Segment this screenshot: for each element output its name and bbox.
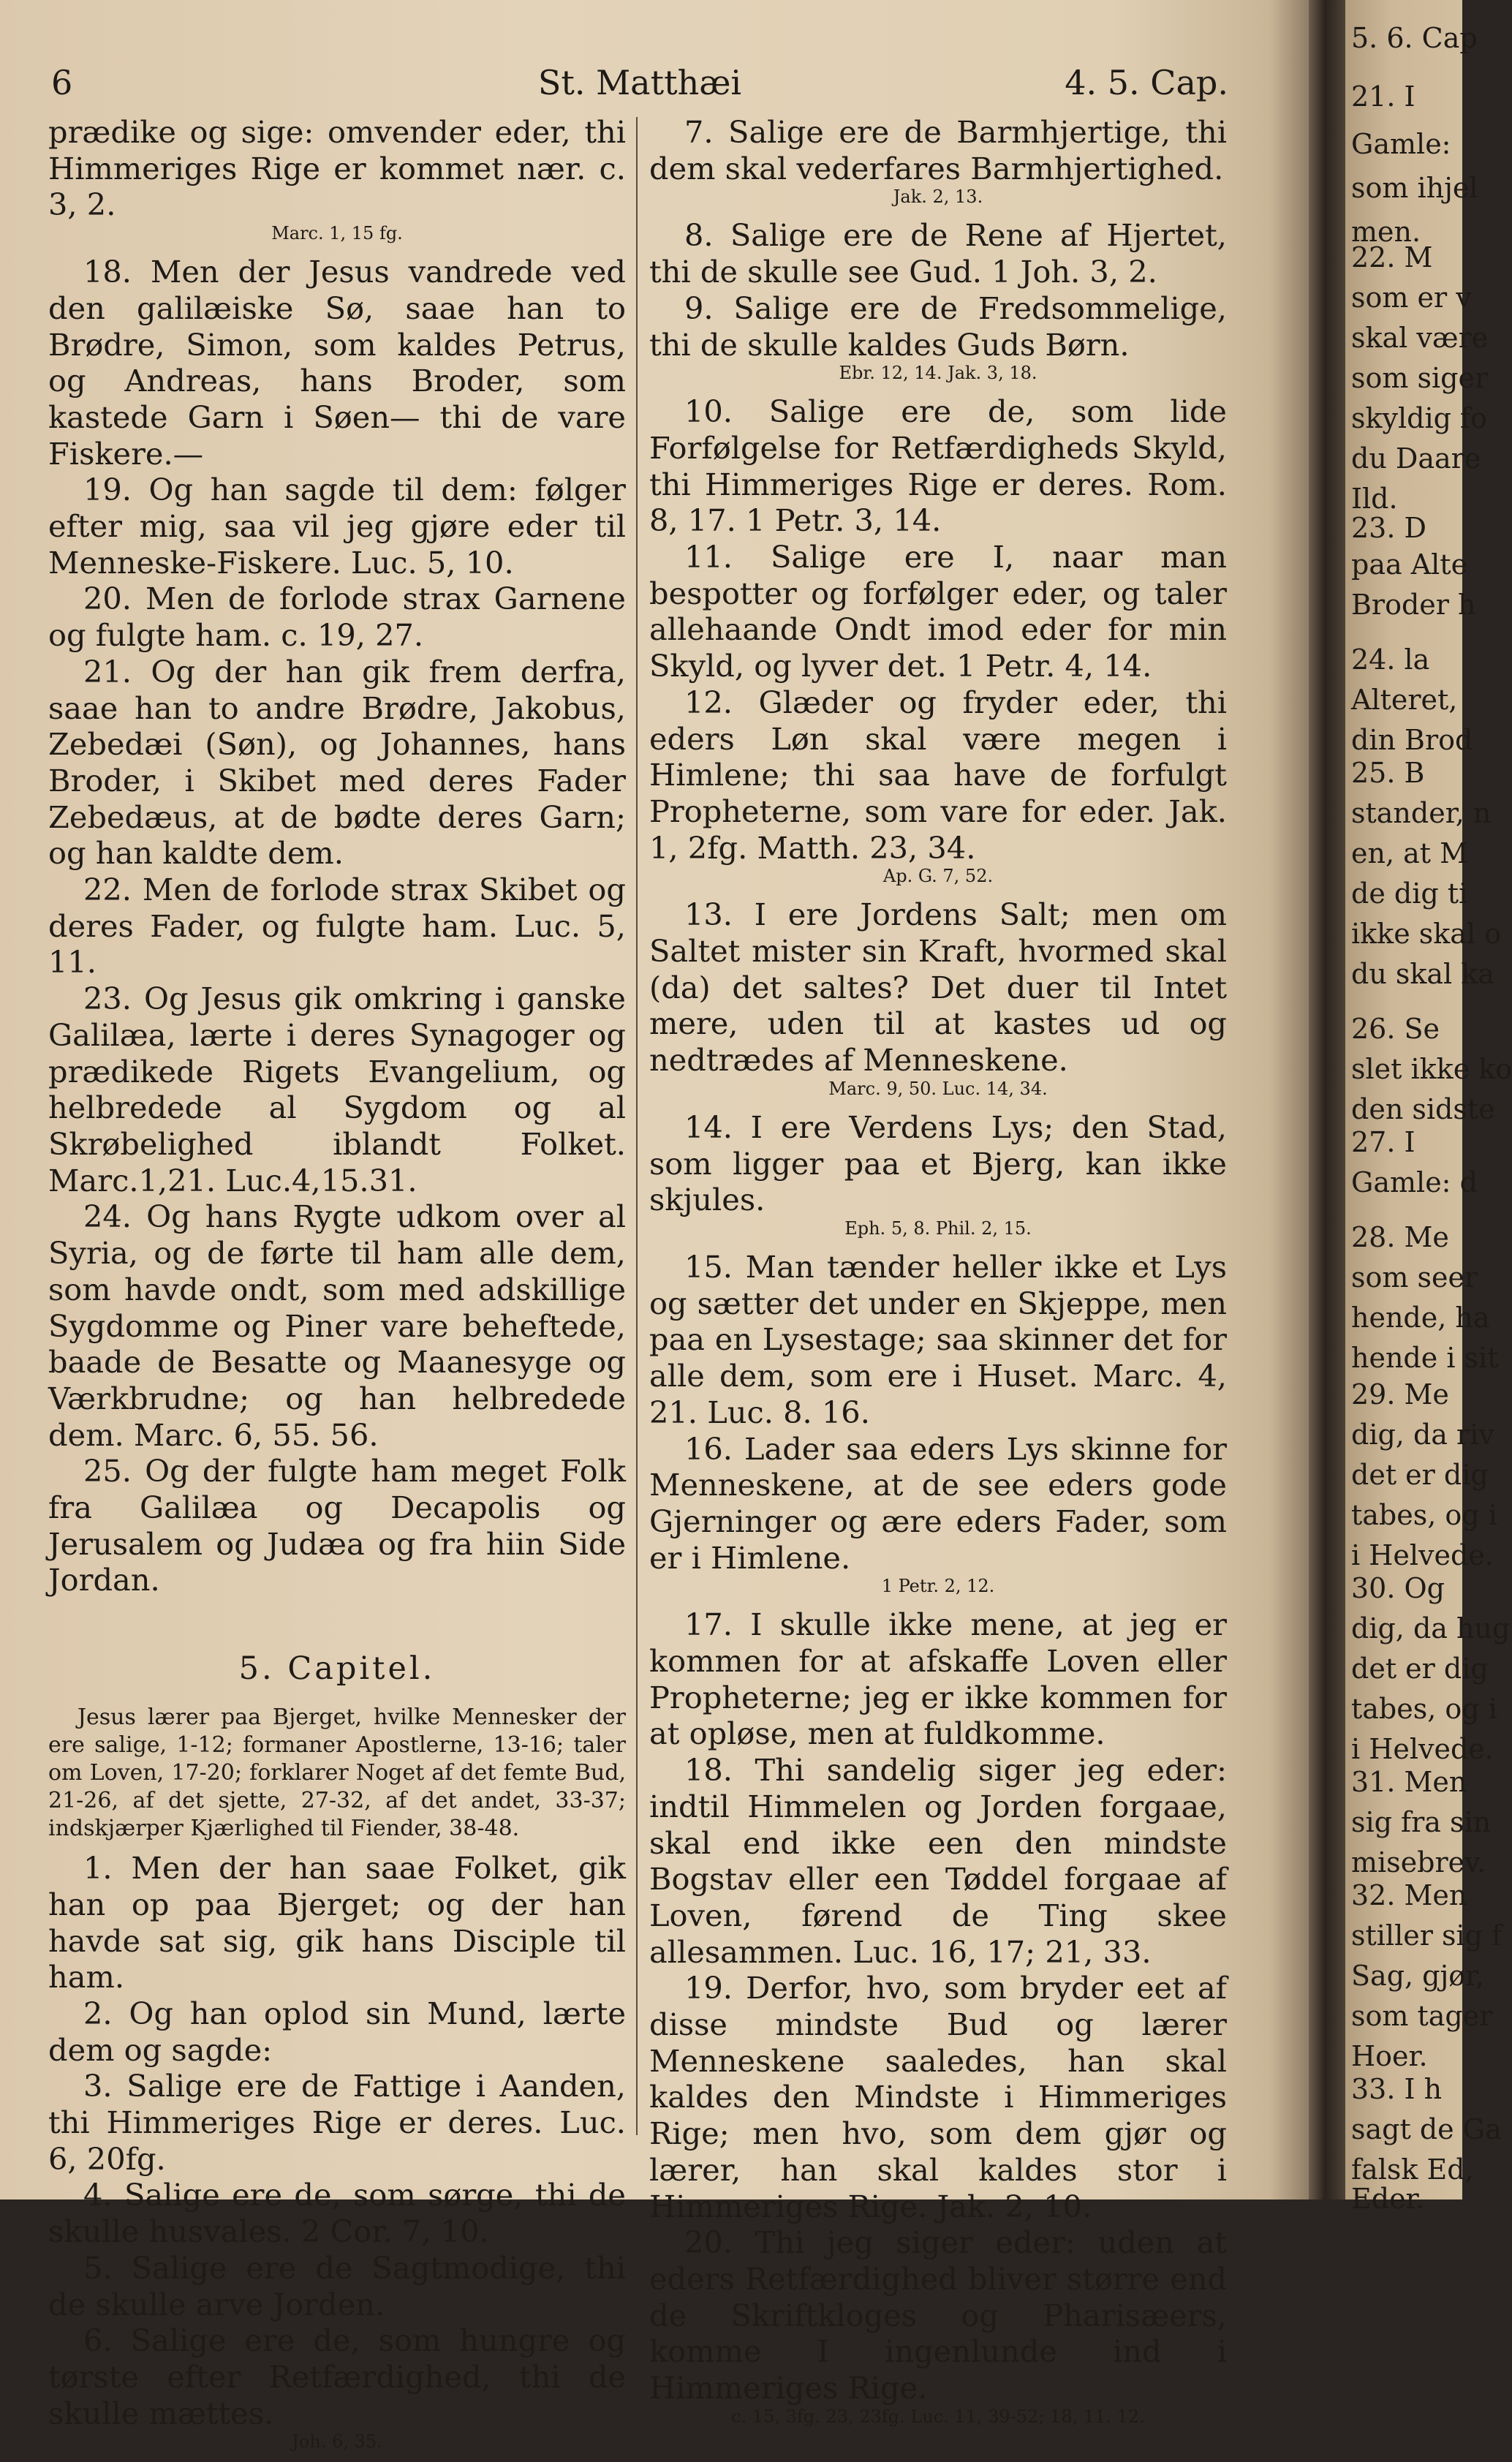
facing-page-fragment: det er dig [1351,1459,1489,1491]
facing-page-fragment: Alteret, [1351,684,1458,716]
facing-page-fragment: paa Alte [1351,548,1468,581]
facing-page-fragment: sagt de Ga [1351,2113,1502,2145]
facing-page-fragment: dig, da riv [1351,1419,1494,1451]
verse: 4. Salige ere de, som sørge, thi de skulle husvales. 2 Cor. 7, 10. [48,2177,626,2250]
verse: 12. Glæder og fryder eder, thi eders Løn skal være megen i Himlene; thi saa have de forfulgt Propheterne, som vare for eder. Jak. 1, 2fg. Matth. 23, 34. [649,684,1227,866]
verse: 10. Salige ere de, som lide Forfølgelse for Retfærdigheds Skyld, thi Himmeriges Rige er deres. Rom. 8, 17. 1 Petr. 3, 14. [649,393,1227,539]
facing-page-fragment: din Brod [1351,724,1473,756]
cross-reference: Eph. 5, 8. Phil. 2, 15. [844,1217,1032,1239]
chapter-summary: Jesus lærer paa Bjerget, hvilke Mennesker der ere salige, 1-12; formaner Apostlerne, 13-16; taler om Loven, 17-20; forklarer Noget af det femte Bud, 21-26, af det sjette, 27-32, af det andet, 33-37; indskjærper Kjærlighed til Fiender, 38-48. [48,1704,626,1842]
cross-reference: Jak. 2, 13. [893,186,983,208]
book-gutter [1309,0,1345,2199]
facing-page-fragment: 33. I h [1351,2073,1443,2105]
facing-page-fragment: 31. Men [1351,1766,1467,1798]
facing-page-fragment: Hoer. [1351,2040,1428,2072]
facing-page-fragment: men. [1351,216,1421,248]
facing-page-fragment: som seer [1351,1261,1478,1294]
verse: 18. Thi sandelig siger jeg eder: indtil Himmelen og Jorden forgaae, skal end ikke een den mindste Bogstav eller een Tøddel forgaae af Loven, førend de Ting skee allesammen. Luc. 16, 17; 21, 33. [649,1752,1227,1970]
verse: 9. Salige ere de Fredsommelige, thi de skulle kaldes Guds Børn. [649,290,1227,363]
facing-page-fragment: 32. Men [1351,1879,1467,1911]
facing-page-fragment: misebrev. [1351,1846,1486,1878]
facing-page-fragment: skal være [1351,322,1489,354]
facing-page-fragment: stander, n [1351,797,1492,829]
facing-page-fragment: du skal ka [1351,958,1494,990]
verse: 11. Salige ere I, naar man bespotter og forfølger eder, og taler allehaande Ondt imod eder for min Skyld, og lyver det. 1 Petr. 4, 14. [649,539,1227,684]
verse: 13. I ere Jordens Salt; men om Saltet mister sin Kraft, hvormed skal (da) det saltes? Det duer til Intet mere, uden til at kastes ud og nedtrædes af Menneskene. [649,896,1227,1079]
left-column [48,114,626,2462]
facing-page-fragment: 27. I [1351,1126,1415,1158]
cross-reference: Joh. 6, 35. [292,2431,382,2452]
running-title: St. Matthæi [537,63,742,102]
cross-reference: c. 15, 3fg. 23, 23fg. Luc. 11, 39-52; 18, 11. 12. [731,2406,1145,2427]
facing-page-fragment: 25. B [1351,757,1425,789]
verse: 19. Og han sagde til dem: følger efter mig, saa vil jeg gjøre eder til Menneske-Fiskere. Luc. 5, 10. [48,472,626,581]
facing-page-fragment: det er dig [1351,1653,1489,1685]
page-number: 6 [51,63,73,102]
facing-page-fragment: skyldig fo [1351,402,1487,434]
page-header [51,63,1228,110]
verse: 15. Man tænder heller ikke et Lys og sætter det under en Skjeppe, men paa en Lysestage; saa skinner det for alle dem, som ere i Huset. Marc. 4, 21. Luc. 8. 16. [649,1248,1227,1430]
verse: 25. Og der fulgte ham meget Folk fra Galilæa og Decapolis og Jerusalem og Judæa og fra hiin Side Jordan. [48,1453,626,1598]
facing-page-fragment: 28. Me [1351,1221,1449,1253]
cross-reference: Marc. 1, 15 fg. [271,223,403,244]
facing-page-fragment: 5. 6. Cap [1351,22,1478,54]
verse: 20. Men de forlode strax Garnene og fulgte ham. c. 19, 27. [48,581,626,654]
cross-reference: Ap. G. 7, 52. [882,866,994,887]
facing-page-fragment: Ild. [1351,483,1398,515]
verse: 2. Og han oplod sin Mund, lærte dem og sagde: [48,1995,626,2068]
facing-page-fragment: sig fra sin [1351,1806,1492,1838]
cross-reference: Marc. 9, 50. Luc. 14, 34. [828,1078,1048,1099]
facing-page-fragment: ikke skal o [1351,918,1502,950]
facing-page-fragment: Eder. [1351,2183,1425,2215]
verse: 14. I ere Verdens Lys; den Stad, som ligger paa et Bjerg, kan ikke skjules. [649,1109,1227,1218]
facing-page-fragment: de dig ti [1351,877,1468,910]
facing-page-fragment: Gamle: d [1351,1166,1478,1198]
verse: 20. Thi jeg siger eder: uden at eders Retfærdighed bliver større end de Skriftkloges og Pharisæers, komme I ingenlunde ind i Himmeriges Rige. [649,2224,1227,2406]
facing-page-fragment: som tager [1351,2000,1493,2032]
right-column [649,114,1227,2437]
facing-page-fragment: slet ikke ko [1351,1053,1512,1085]
verse: 3. Salige ere de Fattige i Aanden, thi Himmeriges Rige er deres. Luc. 6, 20fg. [48,2068,626,2177]
facing-page-fragment: Sag, gjør, [1351,1960,1485,1992]
facing-page-edge [1345,0,1512,2215]
chapter-range: 4. 5. Cap. [1065,63,1228,102]
verse: 16. Lader saa eders Lys skinne for Menneskene, at de see eders gode Gjerninger og ære eders Fader, som er i Himlene. [649,1430,1227,1576]
facing-page-fragment: i Helvede. [1351,1539,1494,1571]
facing-page-fragment: Broder h [1351,589,1476,621]
facing-page-fragment: Gamle: [1351,128,1451,160]
facing-page-fragment: som ihjel [1351,172,1478,204]
cross-reference: 1 Petr. 2, 12. [881,1576,995,1597]
verse: 7. Salige ere de Barmhjertige, thi dem skal vederfares Barmhjertighed. [649,114,1227,186]
facing-page-fragment: falsk Ed, [1351,2153,1474,2186]
facing-page-fragment: som siger [1351,362,1489,394]
verse: prædike og sige: omvender eder, thi Himmeriges Rige er kommet nær. c. 3, 2. [48,114,626,223]
verse: 1. Men der han saae Folket, gik han op paa Bjerget; og der han havde sat sig, gik hans Disciple til ham. [48,1850,626,1995]
facing-page-fragment: den sidste [1351,1093,1495,1125]
verse: 24. Og hans Rygte udkom over al Syria, og de førte til ham alle dem, som havde ondt, som med adskillige Sygdomme og Piner vare beheftede, baade de Besatte og Maanesyge og Værkbrudne; og han helbredede dem. Marc. 6, 55. 56. [48,1198,626,1453]
facing-page-fragment: du Daare [1351,442,1481,475]
facing-page-fragment: som er v [1351,282,1472,314]
verse: 18. Men der Jesus vandrede ved den galilæiske Sø, saae han to Brødre, Simon, som kaldes Petrus, og Andreas, hans Broder, som kastede Garn i Søen— thi de vare Fiskere.— [48,254,626,472]
cross-reference: Ebr. 12, 14. Jak. 3, 18. [839,363,1037,384]
facing-page-fragment: i Helvede. [1351,1733,1494,1765]
facing-page-fragment: hende, ha [1351,1302,1490,1334]
facing-page-fragment: tabes, og i [1351,1499,1497,1531]
facing-page-fragment: 29. Me [1351,1378,1449,1411]
facing-page-fragment: 26. Se [1351,1013,1440,1045]
verse: 8. Salige ere de Rene af Hjertet, thi de skulle see Gud. 1 Joh. 3, 2. [649,217,1227,290]
facing-page-fragment: 23. D [1351,512,1426,544]
column-divider [636,117,638,2135]
verse: 5. Salige ere de Sagtmodige, thi de skulle arve Jorden. [48,2249,626,2322]
facing-page-fragment: hende i sit [1351,1342,1499,1374]
verse: 17. I skulle ikke mene, at jeg er kommen for at afskaffe Loven eller Propheterne; jeg er ikke kommen for at opløse, men at fuldkomme. [649,1606,1227,1752]
facing-page-fragment: 30. Og [1351,1572,1445,1604]
facing-page-fragment: dig, da hug [1351,1612,1511,1645]
verse: 6. Salige ere de, som hungre og tørste efter Retfærdighed, thi de skulle mættes. [48,2322,626,2431]
facing-page-fragment: tabes, og i [1351,1693,1497,1725]
verse: 21. Og der han gik frem derfra, saae han to andre Brødre, Jakobus, Zebedæi (Søn), og Johannes, hans Broder, i Skibet med deres Fader Zebedæus, at de bødte deres Garn; og han kaldte dem. [48,653,626,872]
facing-page-fragment: stiller sig f [1351,1919,1502,1952]
verse: 22. Men de forlode strax Skibet og deres Fader, og fulgte ham. Luc. 5, 11. [48,872,626,981]
chapter-heading: 5. Capitel. [238,1650,436,1688]
facing-page-fragment: 24. la [1351,643,1430,676]
facing-page-fragment: en, at M [1351,837,1469,869]
verse: 19. Derfor, hvo, som bryder eet af disse mindste Bud og lærer Menneskene saaledes, han skal kaldes den Mindste i Himmeriges Rige; men hvo, som dem gjør og lærer, han skal kaldes stor i Himmeriges Rige. Jak. 2, 10. [649,1970,1227,2224]
facing-page-fragment: 22. M [1351,241,1433,273]
verse: 23. Og Jesus gik omkring i ganske Galilæa, lærte i deres Synagoger og prædikede Rigets Evangelium, og helbredede al Sygdom og al Skrøbelighed iblandt Folket. Marc.1,21. Luc.4,15.31. [48,981,626,1198]
facing-page-fragment: 21. I [1351,80,1415,113]
